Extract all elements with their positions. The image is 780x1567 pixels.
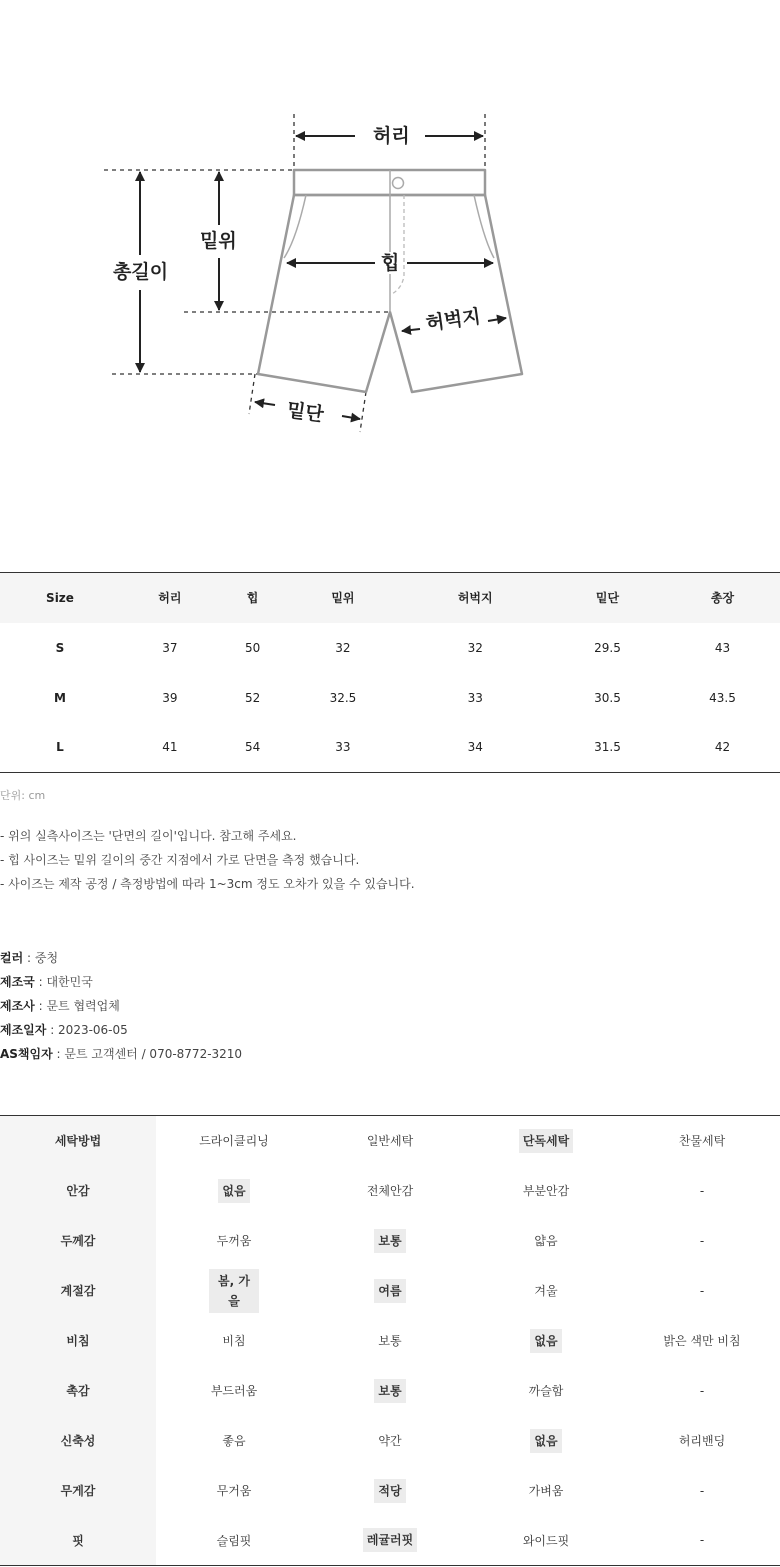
- care-option-selected: 봄, 가을: [209, 1269, 259, 1313]
- care-option-cell: [624, 1116, 780, 1166]
- care-option-cell: [156, 1316, 312, 1366]
- care-option-selected: 레귤러핏: [363, 1528, 417, 1552]
- table-cell: 39: [162, 690, 178, 705]
- care-option-cell: [156, 1516, 312, 1566]
- note-line: - 힙 사이즈는 밑위 길이의 중간 지점에서 가로 단면을 측정 했습니다.: [0, 853, 360, 867]
- care-option: 얇음: [534, 1234, 558, 1248]
- care-option: 전체안감: [366, 1184, 414, 1198]
- care-option-cell: [468, 1316, 624, 1366]
- care-option-cell: [468, 1466, 624, 1516]
- info-value: : 2023-06-05: [46, 1023, 128, 1037]
- care-option-cell: [624, 1466, 780, 1516]
- label-hip: 힙: [381, 252, 400, 274]
- care-option: 좋음: [222, 1434, 246, 1448]
- care-option-cell: [468, 1416, 624, 1466]
- care-option-selected: 없음: [218, 1179, 249, 1203]
- care-option-cell: [468, 1216, 624, 1266]
- info-color: [0, 946, 242, 970]
- care-option-cell: [468, 1166, 624, 1216]
- table-cell: 43.5: [709, 690, 736, 705]
- info-label: 제조사: [0, 999, 35, 1013]
- size-table-header: [0, 573, 780, 623]
- care-option: 밝은 색만 비침: [663, 1334, 741, 1348]
- care-option-cell: [624, 1366, 780, 1416]
- care-option-cell: [624, 1316, 780, 1366]
- care-row: [0, 1316, 780, 1366]
- info-label: 제조일자: [0, 1023, 47, 1037]
- table-cell: 32: [335, 640, 351, 655]
- care-row: [0, 1116, 780, 1166]
- care-row: [0, 1466, 780, 1516]
- info-value: : 대한민국: [34, 975, 93, 989]
- care-row: [0, 1266, 780, 1316]
- care-option-cell: [468, 1366, 624, 1416]
- header-cell: 허리: [120, 573, 220, 623]
- product-info: [0, 946, 242, 1066]
- table-row: [0, 623, 780, 673]
- label-rise: 밑위: [200, 230, 237, 252]
- note-line: - 위의 실측사이즈는 '단면의 길이'입니다. 참고해 주세요.: [0, 829, 297, 843]
- care-option-cell: [312, 1166, 468, 1216]
- care-option-cell: [312, 1516, 468, 1566]
- info-label: 컬러: [0, 951, 24, 965]
- care-option: 허리밴딩: [678, 1434, 726, 1448]
- care-option-cell: [312, 1316, 468, 1366]
- care-option: 겨울: [534, 1284, 558, 1298]
- table-cell: 42: [714, 740, 731, 755]
- care-option: -: [699, 1533, 705, 1548]
- care-option-cell: [156, 1166, 312, 1216]
- care-option: 보통: [378, 1334, 402, 1348]
- care-option: 약간: [378, 1434, 402, 1448]
- info-label: 제조국: [0, 975, 35, 989]
- care-option: 두꺼움: [216, 1234, 252, 1248]
- table-row: [0, 723, 780, 773]
- care-option: 비침: [222, 1334, 246, 1348]
- care-option-cell: [156, 1366, 312, 1416]
- care-option-cell: [312, 1216, 468, 1266]
- info-date: [0, 1018, 242, 1042]
- care-option-cell: [468, 1266, 624, 1316]
- table-cell: M: [54, 690, 66, 705]
- care-option: 부드러움: [210, 1384, 258, 1398]
- care-option: -: [699, 1233, 705, 1248]
- table-cell: 43: [714, 640, 731, 655]
- care-option-cell: [624, 1166, 780, 1216]
- table-cell: 41: [162, 740, 178, 755]
- care-option: -: [699, 1383, 705, 1398]
- care-row-label: 핏: [0, 1516, 156, 1566]
- care-option-cell: [624, 1516, 780, 1566]
- table-cell: 30.5: [594, 690, 621, 705]
- care-row-label: 무게감: [0, 1466, 156, 1516]
- size-diagram: [0, 0, 780, 540]
- info-as: [0, 1042, 242, 1066]
- care-option-selected: 없음: [530, 1429, 561, 1453]
- info-manufacturer: [0, 994, 242, 1018]
- header-cell: Size: [0, 573, 120, 623]
- care-option-selected: 보통: [374, 1229, 405, 1253]
- info-value: : 문트 협력업체: [34, 999, 120, 1013]
- table-cell: 50: [244, 640, 261, 655]
- care-row: [0, 1366, 780, 1416]
- label-total-length: 총길이: [113, 261, 169, 283]
- label-thigh: 허벅지: [424, 305, 483, 335]
- care-option-selected: 단독세탁: [519, 1129, 573, 1153]
- care-row: [0, 1216, 780, 1266]
- care-option-cell: [624, 1216, 780, 1266]
- care-option-cell: [156, 1116, 312, 1166]
- care-option-cell: [312, 1416, 468, 1466]
- table-cell: 37: [162, 640, 178, 655]
- care-row: [0, 1166, 780, 1216]
- care-option-selected: 적당: [374, 1479, 405, 1503]
- care-option-cell: [624, 1266, 780, 1316]
- care-option: 와이드핏: [522, 1533, 570, 1548]
- table-cell: 33: [467, 690, 483, 705]
- info-value: : 중청: [23, 951, 59, 965]
- care-option: -: [699, 1283, 705, 1298]
- table-cell: 29.5: [594, 640, 621, 655]
- care-option: 무거움: [216, 1484, 252, 1498]
- info-value: : 문트 고객센터 / 070-8772-3210: [52, 1047, 243, 1061]
- table-cell: 31.5: [594, 740, 621, 755]
- header-cell: 허벅지: [400, 573, 550, 623]
- care-row-label: 비침: [0, 1316, 156, 1366]
- table-cell: 54: [244, 740, 261, 755]
- care-row-label: 신축성: [0, 1416, 156, 1466]
- care-option: -: [699, 1183, 705, 1198]
- care-row-label: 세탁방법: [0, 1116, 156, 1166]
- care-option-cell: [312, 1366, 468, 1416]
- care-option-cell: [468, 1516, 624, 1566]
- header-cell: 밑위: [285, 573, 400, 623]
- header-cell: 밑단: [550, 573, 665, 623]
- care-option-cell: [156, 1466, 312, 1516]
- table-cell: 52: [244, 690, 261, 705]
- table-cell: 34: [467, 740, 483, 755]
- care-option-cell: [468, 1116, 624, 1166]
- care-row: [0, 1416, 780, 1466]
- table-cell: L: [56, 740, 64, 755]
- care-option: 드라이클리닝: [199, 1134, 269, 1149]
- note-line: - 사이즈는 제작 공정 / 측정방법에 따라 1~3cm 정도 오차가 있을 수 있습니다.: [0, 877, 415, 891]
- care-option: -: [699, 1483, 705, 1498]
- care-option-selected: 없음: [530, 1329, 561, 1353]
- care-row-label: 두께감: [0, 1216, 156, 1266]
- size-table: [0, 572, 780, 773]
- table-row: [0, 673, 780, 723]
- table-cell: 32.5: [329, 690, 357, 705]
- size-notes: [0, 824, 415, 896]
- care-row: [0, 1516, 780, 1566]
- care-row-label: 안감: [0, 1166, 156, 1216]
- care-option: 부분안감: [522, 1184, 570, 1198]
- label-hem: 밑단: [285, 399, 325, 427]
- table-cell: 33: [335, 740, 351, 755]
- care-option: 슬림핏: [216, 1533, 252, 1548]
- care-option-cell: [156, 1416, 312, 1466]
- care-option-cell: [312, 1116, 468, 1166]
- label-waist: 허리: [373, 125, 410, 147]
- table-cell: 32: [467, 640, 483, 655]
- table-cell: S: [55, 640, 65, 655]
- care-table: [0, 1115, 780, 1566]
- care-option-cell: [156, 1216, 312, 1266]
- care-option: 가벼움: [528, 1484, 564, 1498]
- care-row-label: 촉감: [0, 1366, 156, 1416]
- header-cell: 힙: [220, 573, 286, 623]
- care-option-selected: 여름: [374, 1279, 405, 1303]
- care-option-cell: [624, 1416, 780, 1466]
- care-row-label: 계절감: [0, 1266, 156, 1316]
- care-option-cell: [312, 1466, 468, 1516]
- info-country: [0, 970, 242, 994]
- info-label: AS책임자: [0, 1047, 53, 1061]
- care-option: 찬물세탁: [678, 1134, 726, 1149]
- unit-note: 단위: cm: [0, 789, 46, 802]
- care-option-selected: 보통: [374, 1379, 405, 1403]
- care-option: 까슬함: [528, 1384, 564, 1398]
- header-cell: 총장: [665, 573, 780, 623]
- care-option-cell: [312, 1266, 468, 1316]
- care-option: 일반세탁: [366, 1134, 414, 1149]
- care-option-cell: [156, 1266, 312, 1316]
